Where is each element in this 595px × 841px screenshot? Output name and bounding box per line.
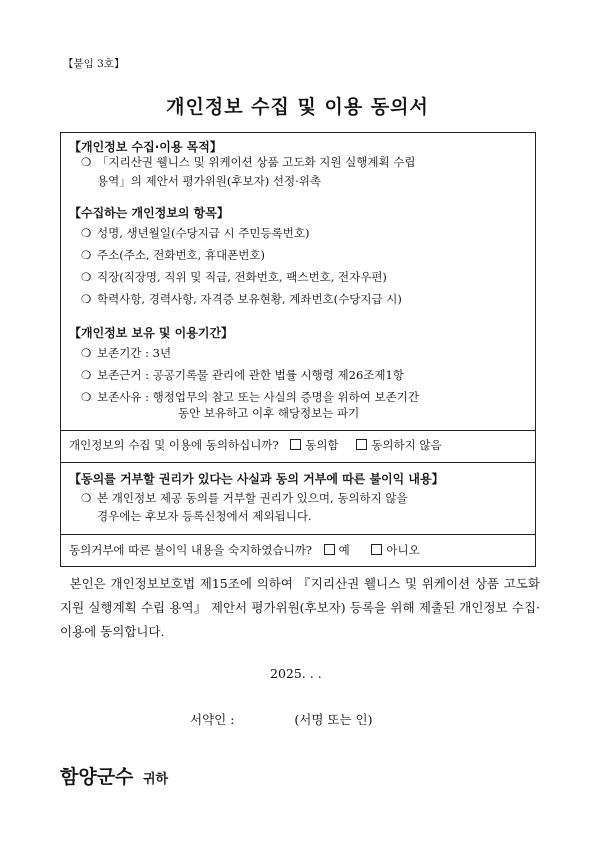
list-item: ❍ 성명, 생년월일(수당지급 시 주민등록번호) [81, 224, 309, 243]
refusal-line-2: 경우에는 후보자 등록신청에서 제외됩니다. [97, 509, 312, 523]
refusal-heading: 【동의를 거부할 권리가 있다는 사실과 동의 거부에 따른 불이익 내용】 [69, 472, 444, 486]
items-heading: 【수집하는 개인정보의 항목】 [69, 206, 229, 220]
checkbox-icon[interactable] [324, 544, 335, 555]
signer-label: 서약인 : [190, 712, 235, 727]
refusal-box [60, 463, 536, 535]
bullet-icon: ❍ [81, 248, 92, 262]
consent-statement: 본인은 개인정보보호법 제15조에 의하여 『지리산권 웰니스 및 위케이션 상품 고도화 지원 실행계획 수립 용역』 제안서 평가위원(후보자) 등록을 위해 제출된 개인정보 수집·이용에 동의합니다. [60, 576, 540, 639]
checkbox-icon[interactable] [290, 439, 301, 450]
addressee-name: 함양군수 [60, 766, 134, 788]
refusal-line-1: ❍ 본 개인정보 제공 동의를 거부할 권리가 있으며, 동의하지 않을 [81, 489, 408, 508]
list-item: ❍ 주소(주소, 전화번호, 휴대폰번호) [81, 246, 265, 265]
bullet-icon: ❍ [81, 155, 92, 169]
consent-info-box [60, 132, 536, 463]
bullet-icon: ❍ [81, 292, 92, 306]
addressee [60, 762, 168, 789]
bullet-icon: ❍ [81, 390, 92, 404]
addressee-suffix: 귀하 [143, 772, 169, 787]
bullet-icon: ❍ [81, 270, 92, 284]
checkbox-icon[interactable] [356, 439, 367, 450]
list-item: ❍ 직장(직장명, 직위 및 직급, 전화번호, 팩스번호, 전자우편) [81, 268, 387, 287]
retention-basis: ❍ 보존근거 : 공공기록물 관리에 관한 법률 시행령 제26조제1항 [81, 366, 404, 385]
date-field[interactable]: 2025. . . [270, 666, 322, 681]
purpose-line-2: 용역」의 제안서 평가위원(후보자) 선정·위촉 [97, 174, 321, 188]
retention-heading: 【개인정보 보유 및 이용기간】 [69, 326, 234, 340]
ack-question: 동의거부에 따른 불이익 내용을 숙지하였습니까? 예 아니오 [69, 543, 420, 557]
bullet-icon: ❍ [81, 346, 92, 360]
bullet-icon: ❍ [81, 226, 92, 240]
signature-hint: (서명 또는 인) [294, 712, 373, 727]
divider [61, 430, 535, 431]
disagree-option[interactable]: 동의하지 않음 [356, 437, 441, 453]
yes-option[interactable]: 예 [324, 542, 350, 558]
checkbox-icon[interactable] [371, 544, 382, 555]
attachment-label: 【붙임 3호】 [63, 58, 125, 70]
consent-question: 개인정보의 수집 및 이용에 동의하십니까? 동의함 동의하지 않음 [69, 438, 442, 452]
bullet-icon: ❍ [81, 491, 92, 505]
purpose-heading: 【개인정보 수집·이용 목적】 [69, 140, 222, 154]
retention-reason-cont: 동안 보유하고 이후 해당정보는 파기 [178, 406, 360, 420]
purpose-line-1: ❍ 「지리산권 웰니스 및 위케이션 상품 고도화 지원 실행계획 수립 [81, 153, 415, 172]
agree-option[interactable]: 동의함 [290, 437, 338, 453]
document-title: 개인정보 수집 및 이용 동의서 [166, 96, 429, 118]
retention-reason: ❍ 보존사유 : 행정업무의 참고 또는 사실의 증명을 위하여 보존기간 [81, 388, 419, 407]
retention-period: ❍ 보존기간 : 3년 [81, 344, 171, 363]
no-option[interactable]: 아니오 [371, 542, 419, 558]
ack-box [60, 535, 536, 567]
list-item: ❍ 학력사항, 경력사항, 자격증 보유현황, 계좌번호(수당지급 시) [81, 290, 402, 309]
bullet-icon: ❍ [81, 368, 92, 382]
signature-line [190, 710, 372, 728]
